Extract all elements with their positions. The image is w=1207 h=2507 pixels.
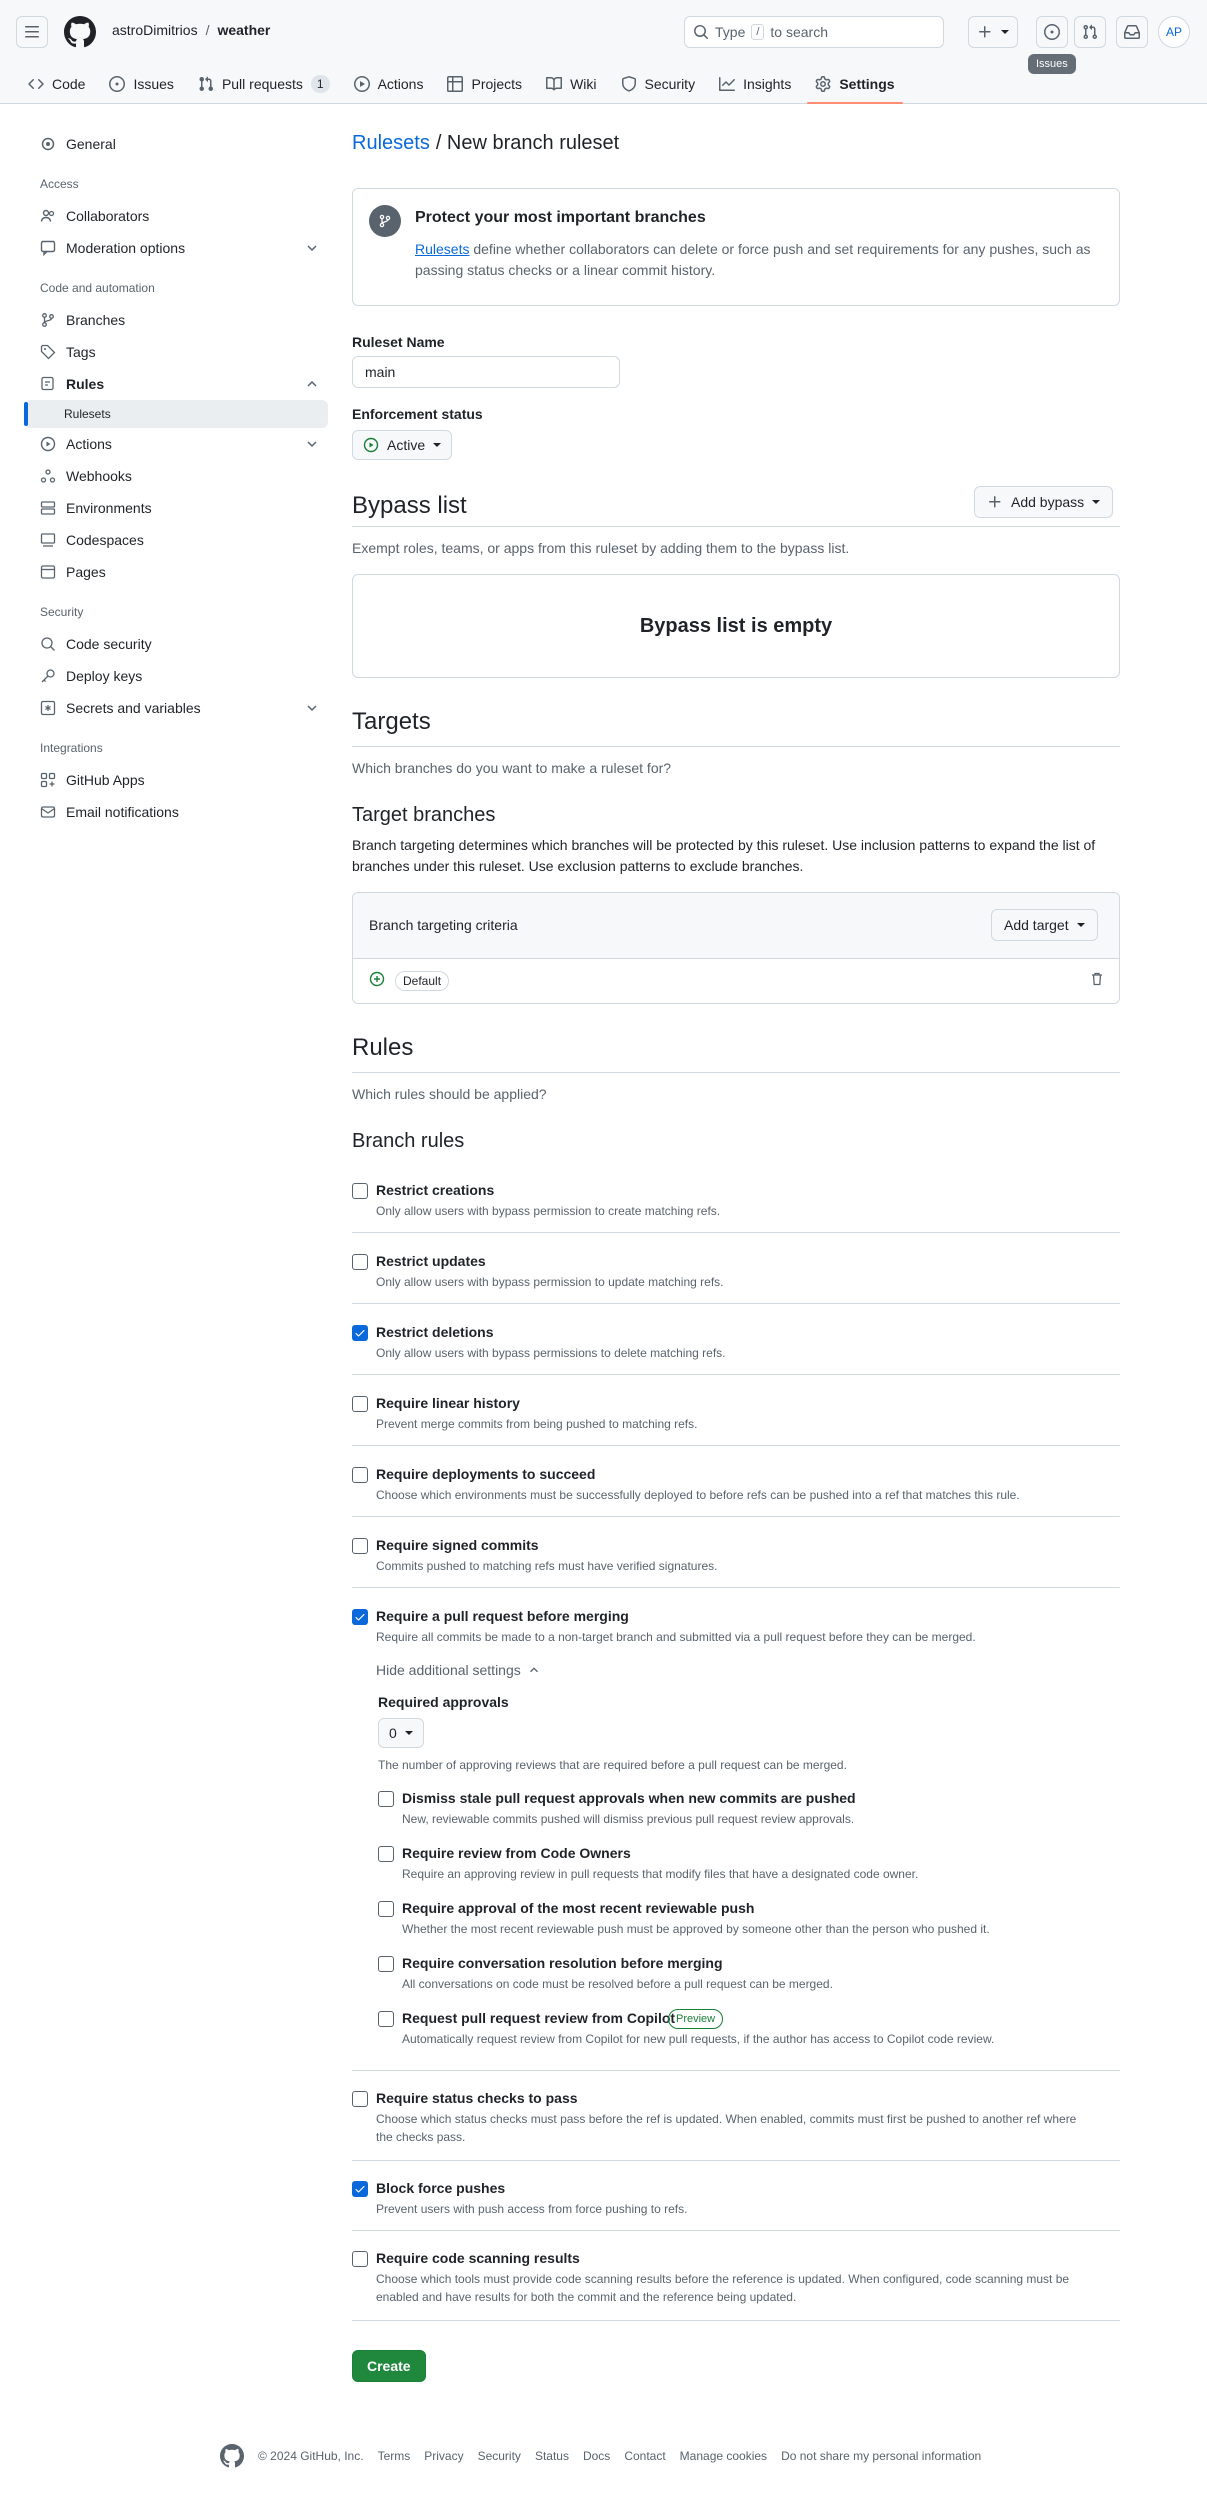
book-icon — [546, 76, 562, 92]
sidebar-heading-code: Code and automation — [40, 281, 155, 295]
plus-icon — [987, 494, 1003, 510]
tab-label: Actions — [377, 76, 424, 92]
play-icon — [354, 76, 370, 92]
sidebar-item-label: Moderation options — [66, 240, 186, 256]
rule-title: Block force pushes — [376, 2180, 506, 2196]
preview-badge: Preview — [668, 2009, 723, 2029]
protect-description — [415, 239, 1095, 281]
rule-description: Choose which status checks must pass before the ref is updated. When enabled, commits must first be pushed to another ref where the checks pass. — [376, 2112, 1077, 2144]
rule-title: Require signed commits — [376, 1537, 539, 1553]
issue-icon — [1044, 24, 1060, 40]
search-suffix: to search — [770, 24, 829, 40]
breadcrumb-current: / New branch ruleset — [435, 132, 620, 154]
tab-label: Settings — [839, 76, 895, 92]
rule-checkbox[interactable] — [378, 1846, 394, 1862]
default-branch-badge: Default — [395, 971, 449, 991]
inbox-icon — [1124, 24, 1140, 40]
rule-title: Require deployments to succeed — [376, 1466, 596, 1482]
rule-title: Require a pull request before merging — [376, 1608, 629, 1624]
issue-icon — [109, 76, 125, 92]
rule-checkbox[interactable] — [378, 2011, 394, 2027]
create-ruleset-button[interactable]: Create — [352, 2350, 426, 2382]
rule-description: Only allow users with bypass permission to create matching refs. — [376, 1204, 721, 1218]
rule-description: Only allow users with bypass permission to update matching refs. — [376, 1275, 724, 1289]
plus-icon — [977, 24, 993, 40]
add-bypass-button[interactable] — [974, 486, 1113, 518]
sidebar-item-email-notifications[interactable] — [24, 796, 328, 828]
required-approvals-description: The number of approving reviews that are required before a pull request can be merged. — [378, 1758, 847, 1772]
sidebar-item-label: Branches — [66, 312, 126, 328]
rule-checkbox[interactable] — [378, 1956, 394, 1972]
tab-label: Insights — [743, 76, 792, 92]
sidebar-item-codespaces[interactable] — [24, 524, 328, 556]
search-prefix: Type — [715, 24, 746, 40]
tab-issues[interactable] — [97, 64, 185, 104]
target-branches-title: Target branches — [352, 804, 496, 826]
code-icon — [28, 76, 44, 92]
play-circle-icon — [363, 437, 379, 453]
rule-title: Restrict deletions — [376, 1324, 494, 1340]
sidebar-item-label: Code security — [66, 636, 152, 652]
targets-title: Targets — [352, 708, 431, 735]
github-mark-icon — [64, 16, 96, 48]
protect-banner — [352, 188, 1120, 306]
rule-description: Choose which tools must provide code scanning results before the reference is updated. When configured, code scanning must be enabled and have results for both the commit and the reference being updated. — [376, 2272, 1070, 2304]
repo-separator: / — [205, 22, 210, 38]
rule-description: Whether the most recent reviewable push must be approved by someone other than the person who pushed it. — [402, 1922, 990, 1936]
chevron-up-icon — [304, 376, 320, 392]
pull-requests-button[interactable] — [1074, 16, 1106, 48]
rule-description: Prevent users with push access from force pushing to refs. — [376, 2202, 688, 2216]
chevron-up-icon — [527, 1663, 541, 1677]
rule-checkbox[interactable] — [378, 1791, 394, 1807]
rule-checkbox-checked[interactable] — [352, 1325, 368, 1341]
sidebar-item-general[interactable] — [24, 128, 328, 160]
rule-title: Dismiss stale pull request approvals when new commits are pushed — [402, 1790, 856, 1806]
caret-down-icon — [405, 1731, 413, 1735]
required-approvals-select[interactable] — [378, 1718, 424, 1748]
tab-label: Projects — [471, 76, 523, 92]
tab-label: Security — [644, 76, 696, 92]
rule-description: Prevent merge commits from being pushed to matching refs. — [376, 1417, 698, 1431]
enforcement-status-label: Enforcement status — [352, 406, 483, 422]
sidebar-item-branches[interactable] — [24, 304, 328, 336]
rule-checkbox[interactable] — [352, 1396, 368, 1412]
table-icon — [447, 76, 463, 92]
enforcement-status-value: Active — [387, 437, 426, 453]
tab-label: Issues — [133, 76, 174, 92]
sidebar-item-label: Secrets and variables — [66, 700, 201, 716]
rule-description: Choose which environments must be successfully deployed to before refs can be pushed into a ref that matches this rule. — [376, 1488, 1020, 1502]
sidebar-item-label: Codespaces — [66, 532, 144, 548]
rule-title: Restrict updates — [376, 1253, 486, 1269]
shield-icon — [621, 76, 637, 92]
sidebar-item-label: Email notifications — [66, 804, 179, 820]
rule-checkbox-checked[interactable] — [352, 2181, 368, 2197]
protect-text: define whether collaborators can delete or force push and set requirements for any pushes, such as passing status checks or a linear commit history. — [415, 241, 1091, 278]
protect-title: Protect your most important branches — [415, 209, 706, 226]
footer-link-manage-cookies[interactable]: Manage cookies — [679, 2449, 768, 2463]
sidebar-item-code-security[interactable] — [24, 628, 328, 660]
avatar[interactable]: AP — [1158, 16, 1190, 48]
branch-targeting-label: Branch targeting criteria — [369, 917, 518, 933]
search-shortcut-key: / — [751, 24, 764, 40]
caret-down-icon — [433, 443, 441, 447]
sidebar-item-label: Rulesets — [64, 407, 111, 421]
rule-title: Require review from Code Owners — [402, 1845, 631, 1861]
rule-description: Require all commits be made to a non-target branch and submitted via a pull request before they can be merged. — [376, 1630, 976, 1644]
chevron-down-icon — [304, 240, 320, 256]
gear-icon — [815, 76, 831, 92]
rule-title: Require conversation resolution before merging — [402, 1955, 723, 1971]
sidebar-item-rules[interactable] — [24, 368, 328, 400]
sidebar-item-actions[interactable] — [24, 428, 328, 460]
rule-title: Restrict creations — [376, 1182, 495, 1198]
sidebar-item-label: Rules — [66, 376, 105, 392]
branch-icon — [40, 312, 56, 328]
sidebar-item-deploy-keys[interactable] — [24, 660, 328, 692]
rule-title: Request pull request review from Copilot — [402, 2010, 676, 2026]
sidebar-item-tags[interactable] — [24, 336, 328, 368]
caret-down-icon — [1077, 923, 1085, 927]
footer-link-security[interactable]: Security — [477, 2449, 521, 2463]
rule-checkbox[interactable] — [352, 1538, 368, 1554]
key-asterisk-icon — [40, 700, 56, 716]
notifications-button[interactable] — [1116, 16, 1148, 48]
add-bypass-label: Add bypass — [1011, 494, 1085, 510]
sidebar-heading-integrations: Integrations — [40, 741, 103, 755]
sidebar-item-pages[interactable] — [24, 556, 328, 588]
repo-tabs — [16, 64, 907, 104]
tab-pull-requests[interactable] — [186, 64, 342, 104]
bypass-list-title: Bypass list — [352, 492, 467, 519]
sidebar-item-label: Pages — [66, 564, 106, 580]
footer-link-status[interactable]: Status — [534, 2449, 569, 2463]
add-target-label: Add target — [1004, 917, 1069, 933]
caret-down-icon — [1001, 30, 1009, 34]
sidebar-item-label: General — [66, 136, 116, 152]
tab-label: Pull requests — [221, 76, 303, 92]
github-logo[interactable] — [64, 16, 96, 48]
rules-title: Rules — [352, 1034, 414, 1061]
footer-link-do-not-share[interactable]: Do not share my personal information — [781, 2449, 982, 2463]
bypass-description: Exempt roles, teams, or apps from this ruleset by adding them to the bypass list. — [352, 540, 850, 556]
chevron-down-icon — [304, 436, 320, 452]
branch-targeting-box — [352, 892, 1120, 1004]
key-icon — [40, 668, 56, 684]
pull-requests-counter: 1 — [311, 75, 330, 93]
hamburger-icon — [24, 24, 40, 40]
required-approvals-label: Required approvals — [378, 1694, 509, 1710]
pull-request-icon — [198, 76, 214, 92]
footer-copyright: © 2024 GitHub, Inc. — [258, 2449, 364, 2463]
sidebar-item-collaborators[interactable] — [24, 200, 328, 232]
repo-owner-link[interactable]: astroDimitrios — [112, 22, 198, 38]
check-icon — [354, 1327, 366, 1339]
enforcement-status-select[interactable] — [352, 430, 452, 460]
tab-label: Code — [52, 76, 86, 92]
check-icon — [354, 2183, 366, 2195]
footer — [220, 2444, 981, 2468]
tab-wiki[interactable] — [534, 64, 608, 104]
breadcrumb-rulesets-link[interactable]: Rulesets — [352, 132, 430, 154]
report-icon — [40, 240, 56, 256]
rule-description: Commits pushed to matching refs must have verified signatures. — [376, 1559, 718, 1573]
sidebar-item-label: Webhooks — [66, 468, 132, 484]
play-icon — [40, 436, 56, 452]
footer-link-privacy[interactable]: Privacy — [424, 2449, 464, 2463]
rule-checkbox[interactable] — [352, 1183, 368, 1199]
hide-additional-settings-toggle[interactable] — [376, 1662, 541, 1678]
rule-description: Only allow users with bypass permissions to delete matching refs. — [376, 1346, 726, 1360]
rule-description: New, reviewable commits pushed will dismiss previous pull request review approvals. — [402, 1812, 855, 1826]
toggle-label: Hide additional settings — [376, 1662, 521, 1678]
chevron-down-icon — [304, 700, 320, 716]
sidebar-item-label: GitHub Apps — [66, 772, 145, 788]
sidebar-item-label: Environments — [66, 500, 152, 516]
gear-icon — [40, 136, 56, 152]
tab-security[interactable] — [609, 64, 708, 104]
tab-projects[interactable] — [435, 64, 534, 104]
search-input[interactable] — [684, 16, 944, 48]
issues-button[interactable] — [1036, 16, 1068, 48]
repo-name-link[interactable]: weather — [217, 22, 271, 38]
sidebar-item-github-apps[interactable] — [24, 764, 328, 796]
codespaces-icon — [40, 532, 56, 548]
rule-checkbox-checked[interactable] — [352, 1609, 368, 1625]
sidebar-item-rulesets[interactable] — [24, 400, 328, 428]
add-target-button[interactable] — [991, 909, 1098, 941]
sidebar-item-label: Collaborators — [66, 208, 150, 224]
rule-title: Require linear history — [376, 1395, 520, 1411]
bypass-empty-state: Bypass list is empty — [352, 574, 1120, 678]
webhook-icon — [40, 468, 56, 484]
settings-sidebar — [24, 128, 328, 828]
server-icon — [40, 500, 56, 516]
search-icon — [693, 24, 709, 40]
sidebar-item-moderation[interactable] — [24, 232, 328, 264]
sidebar-item-environments[interactable] — [24, 492, 328, 524]
rule-description: Require an approving review in pull requests that modify files that have a designated code owner. — [402, 1867, 919, 1881]
caret-down-icon — [1092, 500, 1100, 504]
rule-description: All conversations on code must be resolved before a pull request can be merged. — [402, 1977, 833, 1991]
rule-checkbox[interactable] — [352, 1467, 368, 1483]
rulesets-docs-link[interactable]: Rulesets — [415, 241, 470, 257]
ruleset-name-input[interactable]: main — [352, 356, 620, 388]
sidebar-item-label: Actions — [66, 436, 112, 452]
tab-insights[interactable] — [707, 64, 803, 104]
github-mark-icon — [220, 2444, 244, 2468]
sidebar-heading-access: Access — [40, 177, 79, 191]
rule-checkbox[interactable] — [352, 2091, 368, 2107]
include-icon — [369, 971, 385, 990]
footer-link-contact[interactable]: Contact — [624, 2449, 666, 2463]
people-icon — [40, 208, 56, 224]
rules-description: Which rules should be applied? — [352, 1086, 547, 1102]
targets-description: Which branches do you want to make a ruleset for? — [352, 760, 672, 776]
apps-icon — [40, 772, 56, 788]
menu-button[interactable] — [16, 16, 48, 48]
graph-icon — [719, 76, 735, 92]
sidebar-heading-security: Security — [40, 605, 84, 619]
repo-push-icon — [40, 376, 56, 392]
ruleset-name-label: Ruleset Name — [352, 334, 445, 350]
tab-code[interactable] — [16, 64, 97, 104]
rule-checkbox[interactable] — [352, 2251, 368, 2267]
rule-checkbox[interactable] — [352, 1254, 368, 1270]
sidebar-item-secrets[interactable] — [24, 692, 328, 724]
check-icon — [354, 1611, 366, 1623]
footer-link-docs[interactable]: Docs — [582, 2449, 611, 2463]
create-new-button[interactable] — [968, 16, 1018, 48]
sidebar-item-label: Deploy keys — [66, 668, 143, 684]
mail-icon — [40, 804, 56, 820]
tag-icon — [40, 344, 56, 360]
codescan-icon — [40, 636, 56, 652]
delete-target-button[interactable] — [1089, 971, 1105, 990]
rule-title: Require approval of the most recent reviewable push — [402, 1900, 755, 1916]
global-header — [0, 0, 1207, 104]
issues-tooltip: Issues — [1028, 54, 1076, 74]
tab-label: Wiki — [570, 76, 597, 92]
git-branch-icon — [369, 205, 401, 237]
browser-icon — [40, 564, 56, 580]
required-approvals-value: 0 — [389, 1725, 397, 1741]
rule-title: Require code scanning results — [376, 2250, 580, 2266]
rule-description: Automatically request review from Copilot for new pull requests, if the author has access to Copilot code review. — [402, 2032, 995, 2046]
branch-rules-title: Branch rules — [352, 1130, 465, 1152]
trash-icon — [1089, 971, 1105, 987]
footer-link-terms[interactable]: Terms — [377, 2449, 411, 2463]
tab-settings[interactable] — [803, 64, 906, 104]
breadcrumb — [352, 132, 619, 155]
rule-title: Require status checks to pass — [376, 2090, 578, 2106]
tab-actions[interactable] — [342, 64, 436, 104]
rule-checkbox[interactable] — [378, 1901, 394, 1917]
target-branches-description: Branch targeting determines which branches will be protected by this ruleset. Use inclusion patterns to expand the list of branches under this ruleset. Use exclusion patterns to exclude branches. — [352, 837, 1096, 874]
sidebar-item-webhooks[interactable] — [24, 460, 328, 492]
pull-request-icon — [1082, 24, 1098, 40]
sidebar-item-label: Tags — [66, 344, 96, 360]
